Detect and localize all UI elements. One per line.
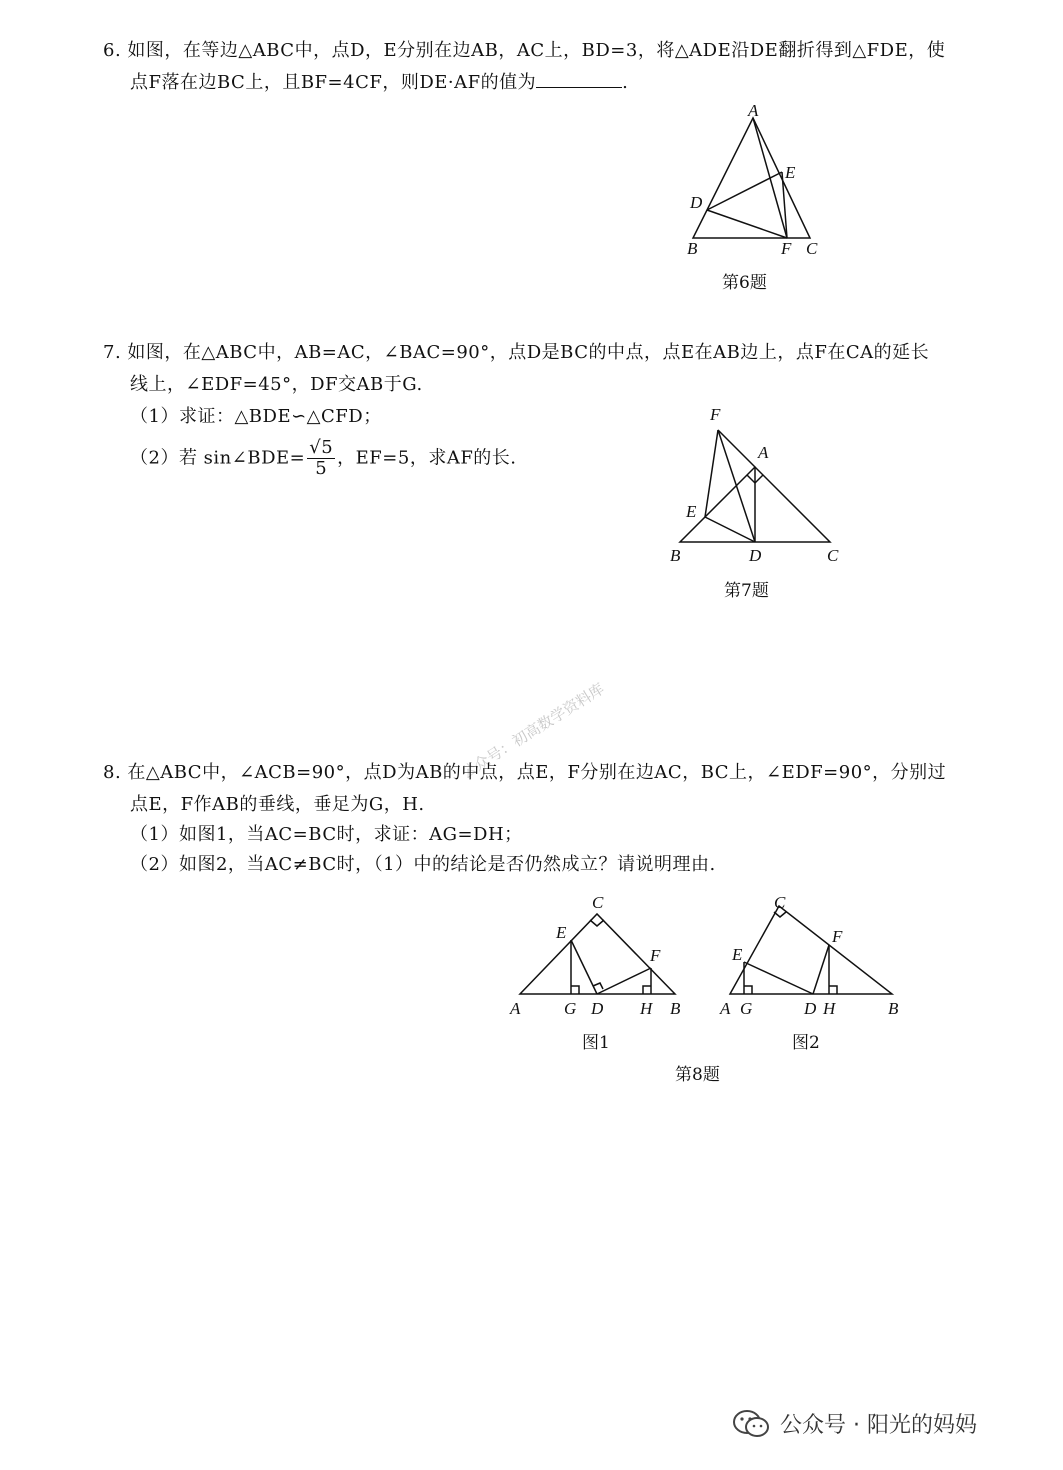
q6-text-line2 [130,68,628,94]
label-e: E [732,945,743,964]
label-f: F [781,239,792,258]
right-angle-c [774,912,786,917]
footer-text: 公众号 · 阳光的妈妈 [780,1413,977,1438]
answer-blank [536,73,622,88]
label-h: H [640,999,653,1018]
label-f: F [832,927,843,946]
q7-text-line2: 线上，∠EDF=45°，DF交AB于G. [130,374,423,395]
fraction-numerator: √5 [309,437,334,458]
label-b: B [670,546,681,565]
q8-part1: （1）如图1，当AC=BC时，求证：AG=DH； [130,824,523,845]
right-angle-h [829,986,837,994]
q6-text-line2-post: . [622,72,629,93]
segment-ed [744,962,813,994]
label-h: H [823,999,836,1018]
label-d: D [591,999,604,1018]
q7-part2-post: ，EF=5，求AF的长. [337,447,517,469]
wechat-icon [732,1409,772,1439]
segment-fd [718,430,755,542]
label-e: E [785,163,796,182]
segment-df [707,210,787,238]
segment-de [707,172,782,210]
label-g: G [740,999,753,1018]
q7-part2-pre: （2）若 sin∠BDE= [130,447,306,469]
q6-figure [680,104,840,264]
q7-part1: （1）求证：△BDE∽△CFD； [130,406,382,427]
label-c: C [774,893,786,912]
label-b: B [670,999,681,1018]
label-f: F [650,946,661,965]
label-e: E [556,923,567,942]
label-a: A [510,999,521,1018]
fraction-sqrt5-over-5 [307,438,335,479]
label-a: A [758,443,769,462]
fraction-denominator: 5 [315,457,328,479]
label-a: A [720,999,731,1018]
q6-caption: 第6题 [722,273,767,293]
q8-text-line2: 点E，F作AB的垂线，垂足为G，H. [130,794,425,815]
q7-text-line1: 7. 如图，在△ABC中，AB=AC，∠BAC=90°，点D是BC的中点，点E在AB边上，点F在CA的延长 [103,342,930,363]
footer [732,1408,977,1439]
q6-text-line1: 6. 如图，在等边△ABC中，点D，E分别在边AB，AC上，BD=3，将△ADE沿DE翻折得到△FDE，使 [103,40,946,61]
label-d: D [804,999,817,1018]
right-angle-g [744,986,752,994]
q8-caption: 第8题 [675,1065,720,1085]
right-angle-c [590,920,604,926]
q8-text-line1: 8. 在△ABC中，∠ACB=90°，点D为AB的中点，点E，F分别在边AC，BC上，∠EDF=90°，分别过 [103,762,947,783]
label-b: B [888,999,899,1018]
segment-fe [705,430,718,517]
label-g: G [564,999,577,1018]
label-d: D [749,546,762,565]
triangle-abc [730,906,892,994]
label-b: B [687,239,698,258]
q8-part2: （2）如图2，当AC≠BC时，（1）中的结论是否仍然成立？请说明理由. [130,854,716,875]
q6-text-line2-pre: 点F落在边BC上，且BF=4CF，则DE·AF的值为 [130,72,537,93]
fig2-caption: 图2 [792,1033,820,1053]
watermark: 公众号：初高数学资料库 [458,679,608,783]
label-e: E [686,502,697,521]
right-angle-g [571,986,579,994]
q8-fig2 [710,888,910,1028]
q7-part2 [130,438,517,479]
segment-df [813,945,829,994]
right-angle-h [643,986,651,994]
label-d: D [690,193,703,212]
q7-figure [660,400,860,570]
q7-caption: 第7题 [724,581,769,601]
label-a: A [748,104,759,120]
fig1-caption: 图1 [582,1033,610,1053]
label-c: C [827,546,839,565]
label-c: C [592,893,604,912]
label-c: C [806,239,818,258]
label-f: F [710,405,721,424]
q8-fig1 [500,888,700,1028]
